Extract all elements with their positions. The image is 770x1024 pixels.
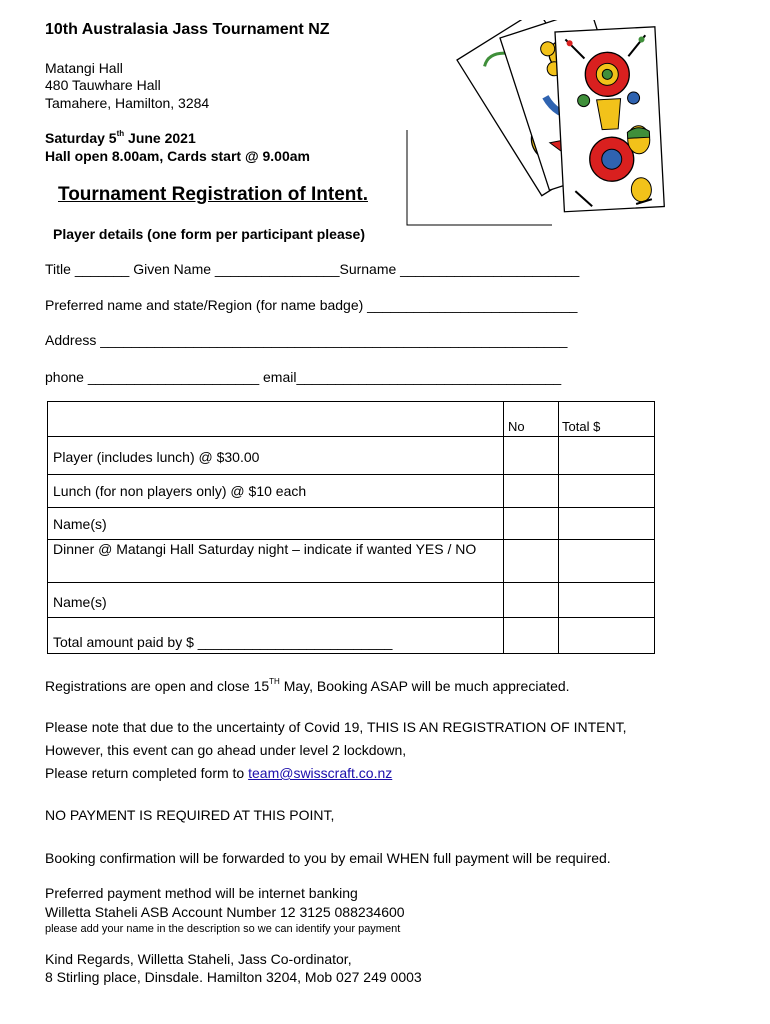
- venue-street: 480 Tauwhare Hall: [45, 77, 161, 93]
- row-names: Name(s): [53, 516, 107, 532]
- regards-line: Kind Regards, Willetta Staheli, Jass Co-ordinator,: [45, 951, 352, 967]
- return-note: Please return completed form to team@swisscraft.co.nz: [45, 765, 393, 781]
- row-names-dinner: Name(s): [53, 594, 107, 610]
- payment-instruction: please add your name in the description so we can identify your payment: [45, 923, 401, 935]
- badge-name-line[interactable]: Preferred name and state/Region (for name badge) ___________________________: [45, 297, 578, 313]
- form-heading: Tournament Registration of Intent.: [58, 184, 368, 205]
- event-times: Hall open 8.00am, Cards start @ 9.00am: [45, 148, 310, 164]
- form-subheading: Player details (one form per participant please): [53, 226, 365, 242]
- event-date: Saturday 5th June 2021: [45, 129, 196, 146]
- row-player: Player (includes lunch) @ $30.00: [53, 449, 260, 465]
- registration-table: [47, 401, 655, 654]
- contact-address: 8 Stirling place, Dinsdale. Hamilton 3204, Mob 027 249 0003: [45, 969, 422, 985]
- email-link[interactable]: team@swisscraft.co.nz: [248, 765, 393, 781]
- venue-name: Matangi Hall: [45, 60, 123, 76]
- payment-method: Preferred payment method will be internet banking: [45, 885, 358, 901]
- phone-email-line[interactable]: phone ______________________ email__________________________________: [45, 369, 562, 385]
- acorn-jack-card: [555, 27, 664, 212]
- bank-account: Willetta Staheli ASB Account Number 12 3125 088234600: [45, 904, 405, 920]
- column-total-header: Total $: [562, 419, 601, 434]
- confirmation-note: Booking confirmation will be forwarded to you by email WHEN full payment will be required.: [45, 850, 611, 866]
- venue-city: Tamahere, Hamilton, 3284: [45, 95, 210, 111]
- registration-close-note: Registrations are open and close 15TH May, Booking ASAP will be much appreciated.: [45, 677, 570, 694]
- no-payment-note: NO PAYMENT IS REQUIRED AT THIS POINT,: [45, 807, 335, 823]
- row-lunch: Lunch (for non players only) @ $10 each: [53, 483, 307, 499]
- column-no-header: No: [508, 419, 525, 434]
- address-line[interactable]: Address ____________________________________________________________: [45, 332, 568, 348]
- lockdown-note: However, this event can go ahead under level 2 lockdown,: [45, 742, 407, 758]
- covid-note: Please note that due to the uncertainty of Covid 19, THIS IS AN REGISTRATION OF INTENT,: [45, 719, 627, 735]
- playing-cards-illustration: [402, 20, 667, 235]
- row-total-paid: Total amount paid by $ _________________________: [53, 634, 393, 650]
- name-line[interactable]: Title _______ Given Name ________________Surname _______________________: [45, 261, 580, 277]
- row-dinner: Dinner @ Matangi Hall Saturday night – indicate if wanted YES / NO: [53, 541, 477, 557]
- event-title: 10th Australasia Jass Tournament NZ: [45, 21, 330, 38]
